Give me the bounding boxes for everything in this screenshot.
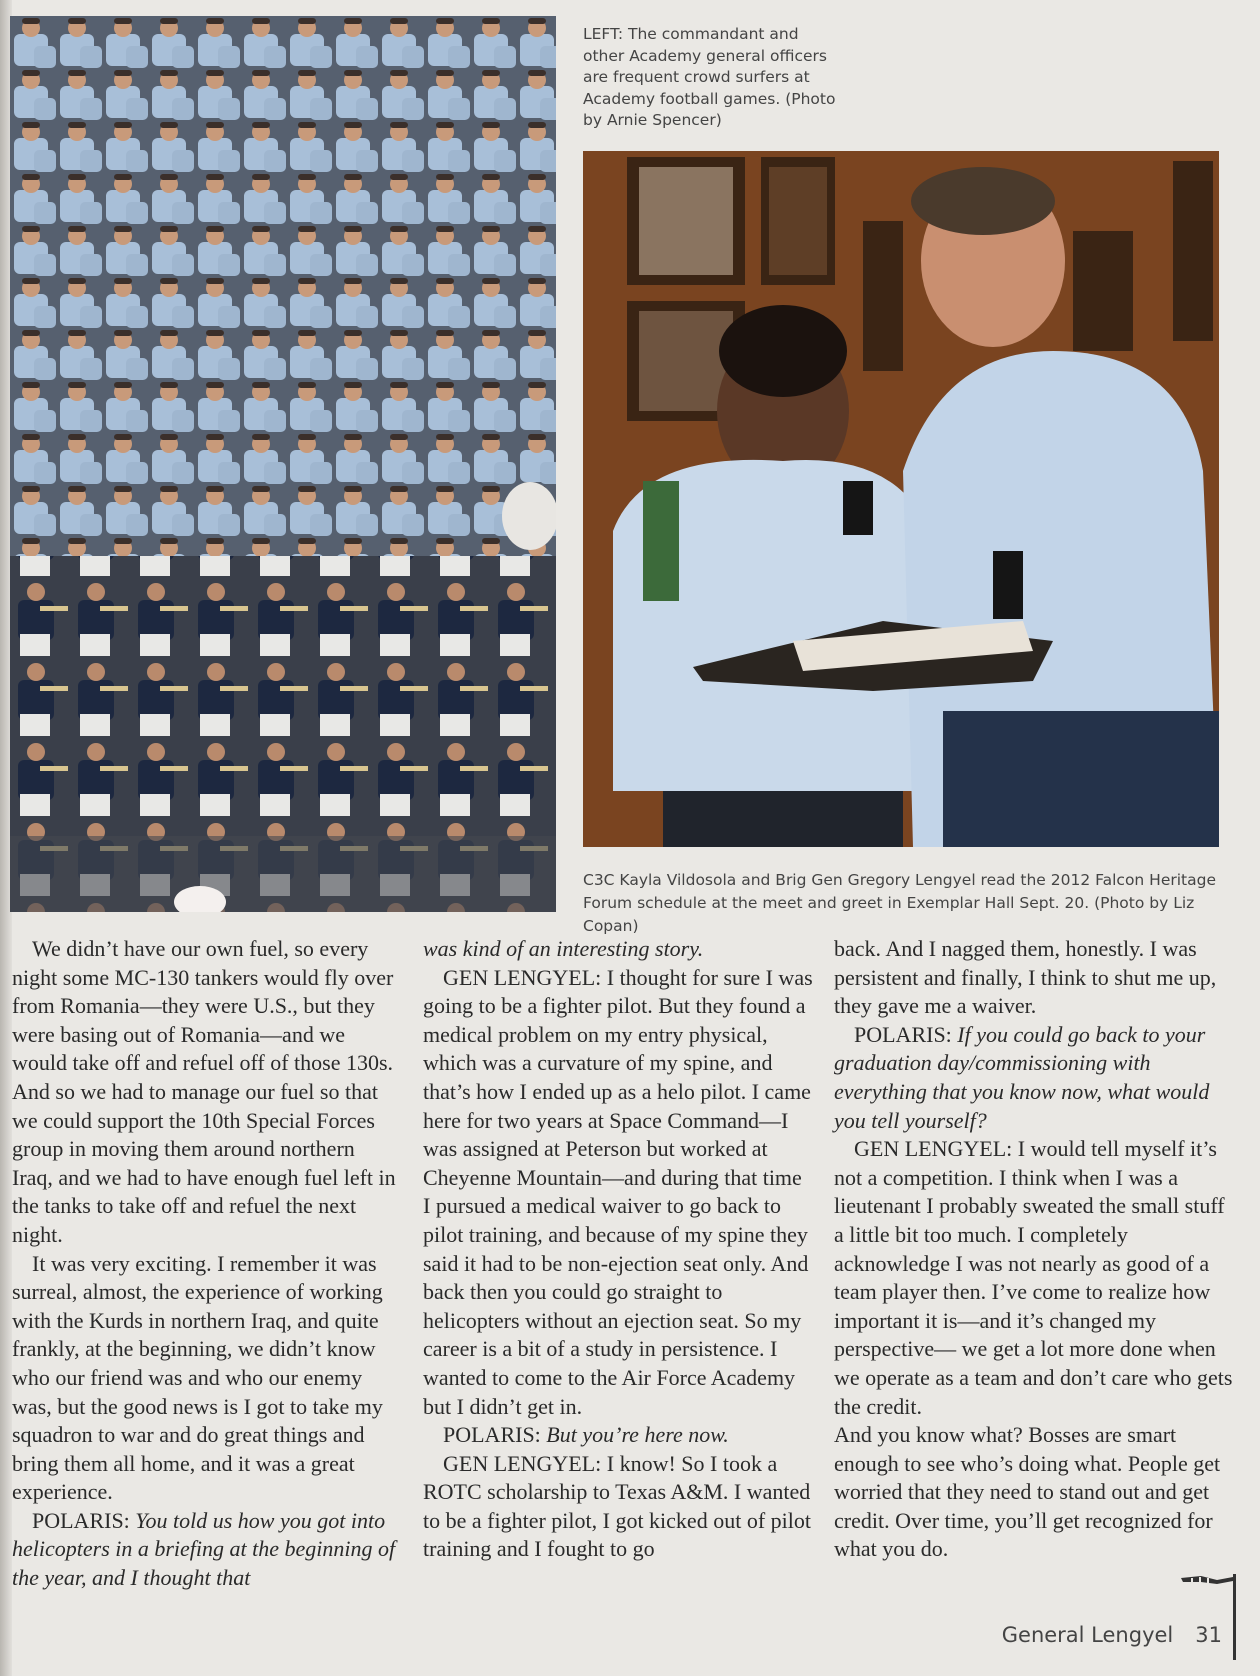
interview-question: was kind of an interesting story. [423, 936, 704, 961]
paragraph: back. And I nagged them, honestly. I was persistent and finally, I think to shut me up, they gave me a waiver. [834, 936, 1217, 1019]
paragraph: We didn’t have our own fuel, so every night some MC-130 tankers would fly over from Romania—they were U.S., but they were basing out of Romania—and we would take off and refuel off of those 130s. And so we had to manage our fuel so that we could support the 10th Special Forces group in moving them around northern Iraq, and we had to have enough fuel left in the tanks to take off and refuel the next night. [12, 936, 396, 1247]
paragraph: GEN LENGYEL: I thought for sure I was going to be a fighter pilot. But they found a medical problem on my entry physical, which was a curvature of my spine, and that’s how I ended up as a helo pilot. I came here for two years at Space Command—I was assigned at Peterson but worked at Cheyenne Mountain—and during that time I pursued a medical waiver to go back to pilot training, and because of my spine they said it had to be non-ejection seat only. And back then you could go straight to helicopters without an ejection seat. So my career is a bit of a study in persistence. I wanted to come to the Air Force Academy but I didn’t get in. [423, 964, 813, 1419]
text-column-1 [12, 935, 400, 1593]
footer-rule [1233, 1574, 1236, 1660]
interview-question: If you could go back to your graduation day/commissioning with everything that you know now, what would you tell yourself? [834, 1021, 1210, 1133]
interview-question: You told us how you got into helicopters in a briefing at the beginning of the year, and I thought that [12, 1507, 396, 1591]
cadet-and-general-photo [583, 151, 1219, 847]
paragraph: It was very exciting. I remember it was surreal, almost, the experience of working with the Kurds in northern Iraq, and quite frankly, at the beginning, we didn’t know who our friend was and who our enemy was, but the good news is I got to take my squadron to war and do great things and bring them all home, and it was a great experience. [12, 1250, 383, 1505]
paragraph [12, 1507, 400, 1593]
paragraph: GEN LENGYEL: I would tell myself it’s not a competition. I think when I was a lieutenant I probably sweated the small stuff a little bit too much. I completely acknowledge I was not nearly as good of a team player then. I’ve come to realize how important it is—and it’s changed my perspective— we get a lot more done when we operate as a team and don’t care who gets the credit. [834, 1136, 1233, 1419]
paragraph [834, 1021, 1234, 1135]
paragraph: GEN LENGYEL: I know! So I took a ROTC scholarship to Texas A&M. I wanted to be a fighter pilot, I got kicked out of pilot training and I fought to go [423, 1450, 811, 1562]
text-column-3 [834, 935, 1234, 1564]
photo-caption-bottom: C3C Kayla Vildosola and Brig Gen Gregory Lengyel read the 2012 Falcon Heritage Forum schedule at the meet and greet in Exemplar Hall Sept. 20. (Photo by Liz Copan) [583, 871, 1217, 935]
falcon-icon [1181, 1574, 1233, 1588]
interview-question: But you’re here now. [546, 1422, 729, 1448]
section-title: General Lengyel [1001, 1623, 1174, 1647]
paragraph [423, 935, 813, 964]
speaker-label: POLARIS: [443, 1422, 541, 1448]
paragraph: And you know what? Bosses are smart enough to see who’s doing what. People get worried that they need to stand out and get credit. Over time, you’ll get recognized for what you do. [834, 1422, 1221, 1562]
speaker-label: POLARIS: [854, 1021, 952, 1047]
page-footer [1002, 1618, 1222, 1652]
speaker-label: POLARIS: [32, 1507, 130, 1533]
cadet-crowd-photo [10, 16, 556, 912]
photo-caption-top: LEFT: The commandant and other Academy general officers are frequent crowd surfers at Academy football games. (Photo by Arnie Spencer) [583, 25, 836, 129]
text-column-2 [423, 935, 813, 1564]
page-number: 31 [1195, 1623, 1222, 1647]
paragraph [423, 1421, 813, 1450]
